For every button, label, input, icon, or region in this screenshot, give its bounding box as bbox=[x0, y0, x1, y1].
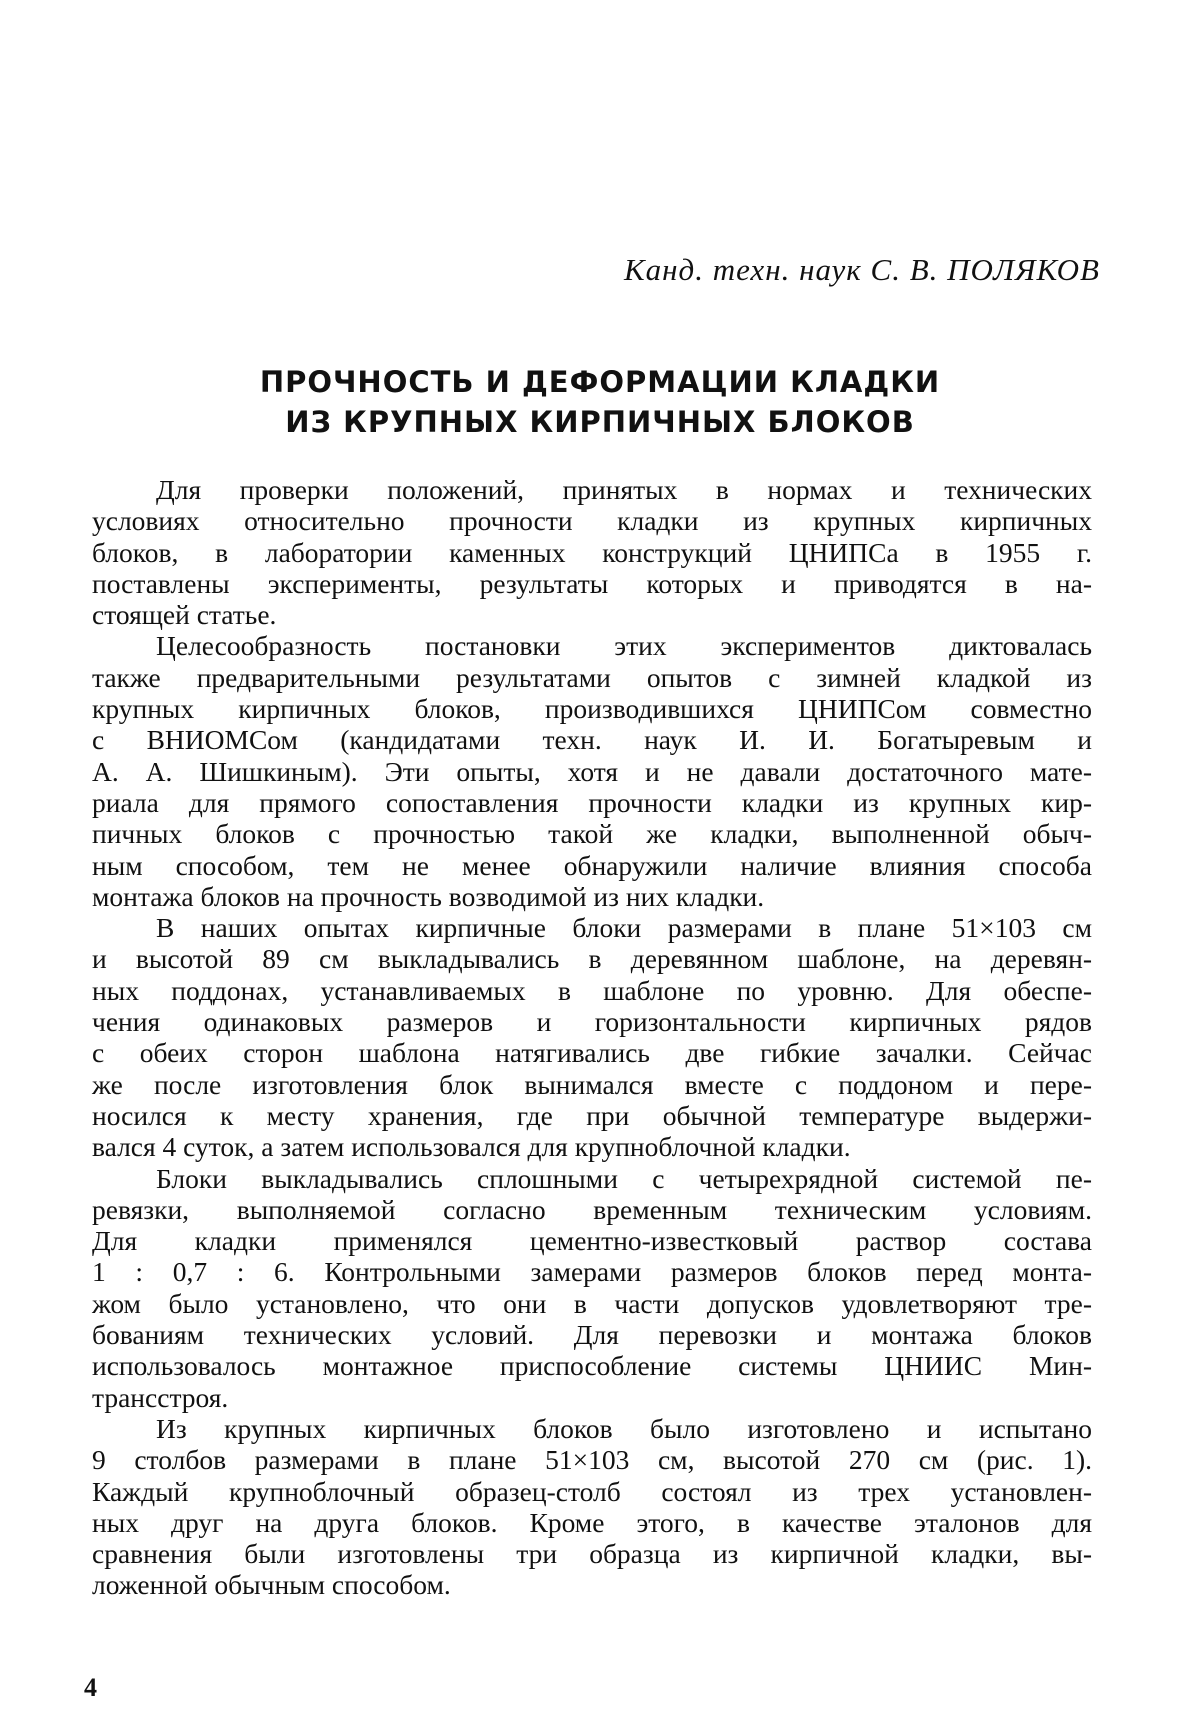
author-byline: Канд. техн. наук С. В. ПОЛЯКОВ bbox=[624, 252, 1100, 287]
text-line: использовалось монтажное приспособление системы ЦНИИС Мин- bbox=[92, 1350, 1092, 1382]
text-line: ных поддонах, устанавливаемых в шаблоне по уровню. Для обеспе- bbox=[92, 974, 1092, 1006]
page-number: 4 bbox=[84, 1673, 97, 1702]
article-body bbox=[92, 474, 1092, 1601]
text-line: 9 столбов размерами в плане 51×103 см, высотой 270 см (рис. 1). bbox=[92, 1444, 1092, 1476]
text-line: сравнения были изготовлены три образца из кирпичной кладки, вы- bbox=[92, 1538, 1092, 1570]
text-line: ным способом, тем не менее обнаружили наличие влияния способа bbox=[92, 849, 1092, 881]
text-line: с ВНИОМСом (кандидатами техн. наук И. И. Богатыревым и bbox=[92, 724, 1092, 756]
text-line: ревязки, выполняемой согласно временным техническим условиям. bbox=[92, 1193, 1092, 1225]
text-line: монтажа блоков на прочность возводимой из них кладки. bbox=[92, 880, 765, 912]
text-line: бованиям технических условий. Для перевозки и монтажа блоков bbox=[92, 1319, 1092, 1351]
text-line: Для кладки применялся цементно-известковый раствор состава bbox=[92, 1225, 1092, 1257]
text-line: и высотой 89 см выкладывались в деревянном шаблоне, на деревян- bbox=[92, 943, 1092, 975]
text-line: риала для прямого сопоставления прочности кладки из крупных кир- bbox=[92, 786, 1092, 818]
text-line: трансстроя. bbox=[92, 1381, 229, 1413]
text-line: Каждый крупноблочный образец-столб состоял из трех установлен- bbox=[92, 1475, 1092, 1507]
text-line: жом было установлено, что они в части допусков удовлетворяют тре- bbox=[92, 1287, 1092, 1319]
paragraph bbox=[92, 1163, 1092, 1413]
text-line: Блоки выкладывались сплошными с четырехрядной системой пе- bbox=[156, 1162, 1092, 1194]
text-line: поставлены эксперименты, результаты которых и приводятся в на- bbox=[92, 567, 1092, 599]
text-line: А. А. Шишкиным). Эти опыты, хотя и не давали достаточного мате- bbox=[92, 755, 1092, 787]
text-line: Для проверки положений, принятых в нормах и технических bbox=[156, 474, 1092, 505]
text-line: ложенной обычным способом. bbox=[92, 1569, 451, 1601]
text-line: стоящей статье. bbox=[92, 599, 277, 631]
text-line: пичных блоков с прочностью такой же кладки, выполненной обыч- bbox=[92, 818, 1092, 850]
paragraph bbox=[92, 630, 1092, 912]
text-line: также предварительными результатами опытов с зимней кладкой из bbox=[92, 661, 1092, 693]
title-line-1: ПРОЧНОСТЬ И ДЕФОРМАЦИИ КЛАДКИ bbox=[259, 365, 941, 399]
text-line: с обеих сторон шаблона натягивались две гибкие зачалки. Сейчас bbox=[92, 1037, 1092, 1069]
text-line: носился к месту хранения, где при обычной температуре выдержи- bbox=[92, 1099, 1092, 1131]
text-line: условиях относительно прочности кладки из крупных кирпичных bbox=[92, 505, 1092, 537]
text-line: вался 4 суток, а затем использовался для крупноблочной кладки. bbox=[92, 1131, 851, 1163]
paragraph bbox=[92, 474, 1092, 630]
text-line: крупных кирпичных блоков, производившихся ЦНИПСом совместно bbox=[92, 693, 1092, 725]
title-line-2: ИЗ КРУПНЫХ КИРПИЧНЫХ БЛОКОВ bbox=[285, 405, 915, 439]
text-line: чения одинаковых размеров и горизонтальности кирпичных рядов bbox=[92, 1006, 1092, 1038]
text-line: 1 : 0,7 : 6. Контрольными замерами размеров блоков перед монта- bbox=[92, 1256, 1092, 1288]
text-line: Целесообразность постановки этих экспериментов диктовалась bbox=[156, 630, 1092, 662]
paragraph bbox=[92, 1413, 1092, 1601]
text-line: ных друг на друга блоков. Кроме этого, в качестве эталонов для bbox=[92, 1506, 1092, 1538]
text-line: же после изготовления блок вынимался вместе с поддоном и пере- bbox=[92, 1068, 1092, 1100]
paragraph bbox=[92, 912, 1092, 1162]
text-line: блоков, в лаборатории каменных конструкций ЦНИПСа в 1955 г. bbox=[92, 536, 1092, 568]
article-title bbox=[0, 362, 1200, 442]
text-line: В наших опытах кирпичные блоки размерами в плане 51×103 см bbox=[156, 912, 1092, 944]
text-line: Из крупных кирпичных блоков было изготовлено и испытано bbox=[156, 1412, 1092, 1444]
